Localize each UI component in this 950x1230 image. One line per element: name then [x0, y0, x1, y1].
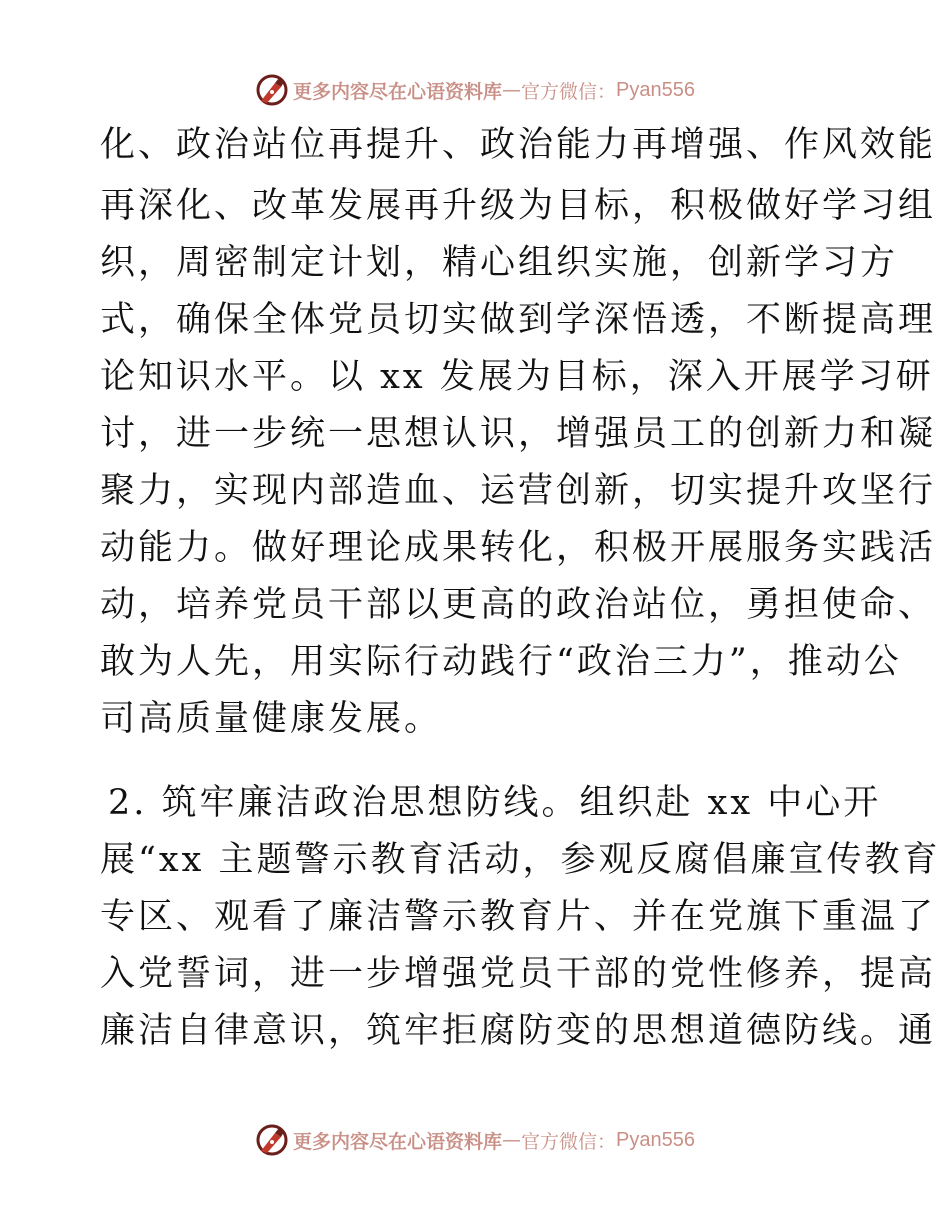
pen-logo-icon [255, 1123, 289, 1157]
section-heading-line: 2. 筑牢廉洁政治思想防线。组织赴 xx 中心开 [108, 783, 882, 823]
text-line: 司高质量健康发展。 [100, 699, 443, 739]
text-line: 式，确保全体党员切实做到学深悟透，不断提高理 [100, 300, 937, 340]
text-line: 动能力。做好理论成果转化，积极开展服务实践活 [100, 528, 937, 568]
text-line: 专区、观看了廉洁警示教育片、并在党旗下重温了 [100, 897, 937, 937]
text-line: 讨，进一步统一思想认识，增强员工的创新力和凝 [100, 414, 937, 454]
text-line: 论知识水平。以 xx 发展为目标，深入开展学习研 [100, 357, 934, 397]
text-line: 敢为人先，用实际行动践行“政治三力”，推动公 [100, 642, 902, 682]
banner-wechat-id: Pyan556 [616, 78, 695, 101]
banner-separator: — [502, 1129, 522, 1151]
pen-logo-icon [255, 73, 289, 107]
text-line: 聚力，实现内部造血、运营创新，切实提升攻坚行 [100, 471, 937, 511]
banner-title: 更多内容尽在心语资料库 [293, 1130, 503, 1153]
text-line: 廉洁自律意识，筑牢拒腐防变的思想道德防线。通 [100, 1011, 937, 1051]
banner-title: 更多内容尽在心语资料库 [293, 80, 503, 103]
text-line: 化、政治站位再提升、政治能力再增强、作风效能 [100, 125, 937, 165]
text-line: 动，培养党员干部以更高的政治站位，勇担使命、 [100, 585, 937, 625]
text-line: 织，周密制定计划，精心组织实施，创新学习方 [100, 243, 899, 283]
banner-wechat-id: Pyan556 [616, 1128, 695, 1151]
banner-wechat-label: 官方微信： [521, 80, 617, 103]
footer-banner [0, 1120, 950, 1160]
header-banner [0, 70, 950, 110]
banner-separator: — [502, 79, 522, 101]
text-line: 再深化、改革发展再升级为目标，积极做好学习组 [100, 186, 937, 226]
banner-wechat-label: 官方微信： [521, 1130, 617, 1153]
text-line: 展“xx 主题警示教育活动，参观反腐倡廉宣传教育 [100, 840, 941, 880]
text-line: 入党誓词，进一步增强党员干部的党性修养，提高 [100, 954, 937, 994]
